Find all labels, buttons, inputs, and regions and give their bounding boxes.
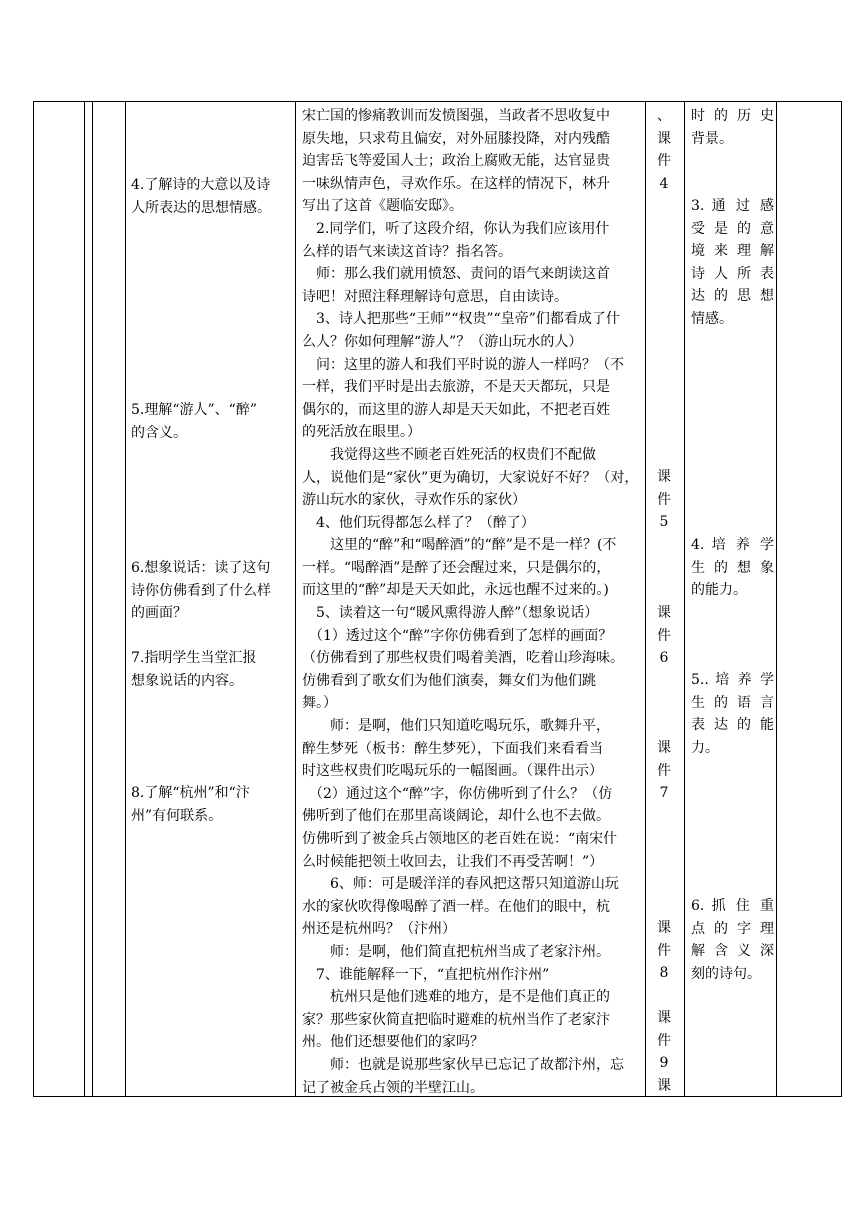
column-divider bbox=[684, 102, 685, 1096]
process-line: 水的家伙吹得像喝醉了酒一样。在他们的眼中，杭 bbox=[302, 898, 610, 915]
goal-7 bbox=[131, 647, 289, 692]
process-line: 而这里的“醉”却是天天如此，永远也醒不过来的。) bbox=[302, 582, 609, 599]
goal-line: 人所表达的思想情感。 bbox=[131, 199, 271, 216]
process-line: 一样。“喝醉酒”是醉了还会醒过来，只是偶尔的， bbox=[302, 559, 611, 576]
media-char: 件 bbox=[657, 762, 671, 779]
column-divider bbox=[776, 102, 777, 1096]
process-line: 7、谁能解释一下，“直把杭州作汴州” bbox=[302, 966, 550, 983]
column-divider bbox=[125, 102, 126, 1096]
process-line: 州还是杭州吗？（汴州） bbox=[302, 921, 456, 938]
process-line: 人，说他们是“家伙”更为确切，大家说好不好？（对， bbox=[302, 469, 639, 486]
media-char: 课 bbox=[657, 740, 671, 756]
process-line: （仿佛看到了那些权贵们喝着美酒，吃着山珍海味。 bbox=[302, 650, 624, 667]
process-line: 记了被金兵占领的半壁江山。 bbox=[302, 1079, 484, 1096]
goal-line: 的画面？ bbox=[131, 605, 187, 622]
process-line: 杭州只是他们逃难的地方，是不是他们真正的 bbox=[302, 989, 610, 1006]
process-line: 醉生梦死（板书：醉生梦死），下面我们来看看当 bbox=[302, 740, 603, 757]
goal-line: 想象说话的内容。 bbox=[131, 672, 243, 689]
teaching-process-text bbox=[302, 105, 642, 1099]
process-line: 5、读着这一句“暖风熏得游人醉”（想象说话） bbox=[302, 605, 599, 622]
intent-line: 境 来 理 解 bbox=[691, 243, 774, 260]
process-line: 州。他们还想要他们的家吗？ bbox=[302, 1034, 484, 1051]
media-courseware-8 bbox=[652, 917, 676, 985]
intent-3 bbox=[691, 195, 774, 331]
media-char: 课 bbox=[657, 920, 671, 936]
intent-line: 3. 通 过 感 bbox=[691, 198, 774, 214]
media-char: 件 bbox=[657, 627, 671, 644]
media-char: 7 bbox=[659, 785, 669, 802]
intent-line: 受 是 的 意 bbox=[691, 220, 774, 237]
process-line: 3、诗人把那些“王师”“权贵”“皇帝”们都看成了什 bbox=[302, 311, 620, 328]
column-divider bbox=[84, 102, 85, 1096]
media-char: 课 bbox=[657, 1077, 671, 1094]
media-char: 6 bbox=[659, 650, 669, 667]
media-char: 课 bbox=[657, 1010, 671, 1026]
intent-line: 背景。 bbox=[691, 130, 733, 147]
intent-2 bbox=[691, 105, 774, 150]
intent-line: 解 含 义 深 bbox=[691, 943, 774, 960]
intent-6 bbox=[691, 895, 774, 985]
media-char: 8 bbox=[659, 965, 669, 982]
intent-line: 5.. 培 养 学 bbox=[691, 672, 774, 688]
process-line: 舞。） bbox=[302, 695, 337, 712]
media-courseware-4 bbox=[652, 105, 676, 195]
media-courseware-6 bbox=[652, 602, 676, 670]
intent-line: 诗 人 所 表 bbox=[691, 265, 774, 282]
intent-line: 力。 bbox=[691, 739, 719, 756]
intent-line: 达 的 思 想 bbox=[691, 288, 774, 305]
intent-line: 表 达 的 能 bbox=[691, 717, 774, 734]
process-line: （1）透过这个“醉”字你仿佛看到了怎样的画面？ bbox=[302, 627, 613, 644]
intent-line: 的能力。 bbox=[691, 582, 747, 599]
media-char: 件 bbox=[657, 491, 671, 508]
process-line: 么时候能把领土收回去，让我们不再受苦啊！”） bbox=[302, 853, 604, 870]
intent-line: 生 的 语 言 bbox=[691, 694, 774, 711]
intent-line: 刻的诗句。 bbox=[691, 965, 761, 982]
process-line: 仿佛听到了被金兵占领地区的老百姓在说：“南宋什 bbox=[302, 831, 618, 847]
intent-line: 点 的 字 理 bbox=[691, 920, 774, 937]
process-line: 佛听到了他们在那里高谈阔论，却什么也不去做。 bbox=[302, 808, 610, 825]
intent-line: 生 的 想 象 bbox=[691, 559, 774, 576]
process-line: 师：是啊，他们只知道吃喝玩乐，歌舞升平， bbox=[302, 718, 610, 735]
media-char: 件 bbox=[657, 153, 671, 170]
column-divider bbox=[295, 102, 296, 1096]
intent-5 bbox=[691, 669, 774, 759]
media-char: 课 bbox=[657, 130, 671, 147]
intent-line: 情感。 bbox=[691, 310, 733, 327]
process-line: 写出了这首《题临安邸》。 bbox=[302, 198, 463, 215]
goal-6 bbox=[131, 557, 289, 625]
process-line: 时这些权贵们吃喝玩乐的一幅图画。（课件出示） bbox=[302, 763, 603, 780]
media-char: 5 bbox=[659, 514, 669, 531]
process-line: 么样的语气来读这首诗？指名答。 bbox=[302, 243, 512, 260]
column-divider bbox=[645, 102, 646, 1096]
goal-line: 6.想象说话：读了这句 bbox=[131, 560, 271, 576]
intent-4 bbox=[691, 534, 774, 602]
goal-line: 8.了解“杭州”和“汴 bbox=[131, 785, 250, 801]
media-char: 件 bbox=[657, 1032, 671, 1049]
goal-4 bbox=[131, 174, 289, 219]
media-char: 课 bbox=[657, 605, 671, 621]
process-line: 一味纵情声色，寻欢作乐。在这样的情况下，林升 bbox=[302, 175, 610, 192]
process-line: 一样，我们平时是出去旅游，不是天天都玩，只是 bbox=[302, 379, 610, 396]
process-line: 仿佛看到了歌女们为他们演奏，舞女们为他们跳 bbox=[302, 672, 596, 689]
media-char: 件 bbox=[657, 942, 671, 959]
process-line: 6、师：可是暖洋洋的春风把这帮只知道游山玩 bbox=[302, 876, 619, 893]
media-char: 9 bbox=[659, 1055, 669, 1072]
media-char: 课 bbox=[657, 469, 671, 485]
process-line: 偶尔的，而这里的游人却是天天如此，不把老百姓 bbox=[302, 401, 610, 418]
process-line: 原失地，只求苟且偏安，对外屈膝投降，对内残酷 bbox=[302, 130, 610, 147]
process-line: 这里的“醉”和“喝醉酒”的“醉”是不是一样？(不 bbox=[302, 537, 617, 554]
goal-line: 的含义。 bbox=[131, 424, 187, 441]
process-line: 师：也就是说那些家伙早已忘记了故都汴州，忘 bbox=[302, 1056, 624, 1073]
column-divider bbox=[92, 102, 93, 1096]
process-line: 游山玩水的家伙，寻欢作乐的家伙） bbox=[302, 492, 526, 509]
process-line: 宋亡国的惨痛教训而发愤图强，当政者不思收复中 bbox=[302, 108, 610, 124]
goal-line: 4.了解诗的大意以及诗 bbox=[131, 177, 271, 193]
lesson-plan-table bbox=[33, 101, 842, 1097]
goal-line: 5.理解“游人”、“醉” bbox=[131, 402, 257, 418]
media-courseware-9 bbox=[652, 1007, 676, 1097]
goal-line: 州”有何联系。 bbox=[131, 807, 223, 824]
media-courseware-7 bbox=[652, 737, 676, 805]
process-line: 2.同学们，听了这段介绍，你认为我们应该用什 bbox=[302, 220, 610, 237]
media-courseware-5 bbox=[652, 466, 676, 534]
process-line: 我觉得这些不顾老百姓死活的权贵们不配做 bbox=[302, 446, 596, 463]
goal-5 bbox=[131, 399, 289, 444]
process-line: 师：那么我们就用愤怒、责问的语气来朗读这首 bbox=[302, 266, 610, 283]
intent-line: 6. 抓 住 重 bbox=[691, 898, 774, 914]
process-line: 问：这里的游人和我们平时说的游人一样吗？（不 bbox=[302, 356, 624, 373]
process-line: 迫害岳飞等爱国人士；政治上腐败无能，达官显贵 bbox=[302, 153, 610, 170]
goal-line: 诗你仿佛看到了什么样 bbox=[131, 582, 271, 599]
process-line: 的死活放在眼里。） bbox=[302, 424, 421, 441]
process-line: 么人？你如何理解“游人”？（游山玩水的人） bbox=[302, 333, 583, 350]
goal-8 bbox=[131, 782, 289, 827]
process-line: 家？那些家伙简直把临时避难的杭州当作了老家汴 bbox=[302, 1011, 610, 1028]
intent-line: 时 的 历 史 bbox=[691, 108, 774, 124]
process-line: （2）通过这个“醉”字，你仿佛听到了什么？（仿 bbox=[302, 785, 613, 802]
process-line: 4、他们玩得都怎么样了？（醉了） bbox=[302, 514, 535, 531]
intent-line: 4. 培 养 学 bbox=[691, 537, 774, 553]
goal-line: 7.指明学生当堂汇报 bbox=[131, 650, 257, 666]
media-char: 4 bbox=[659, 175, 669, 192]
media-char: 、 bbox=[657, 108, 671, 124]
process-line: 诗吧！对照注释理解诗句意思，自由读诗。 bbox=[302, 288, 568, 305]
process-line: 师：是啊，他们简直把杭州当成了老家汴州。 bbox=[302, 943, 610, 960]
